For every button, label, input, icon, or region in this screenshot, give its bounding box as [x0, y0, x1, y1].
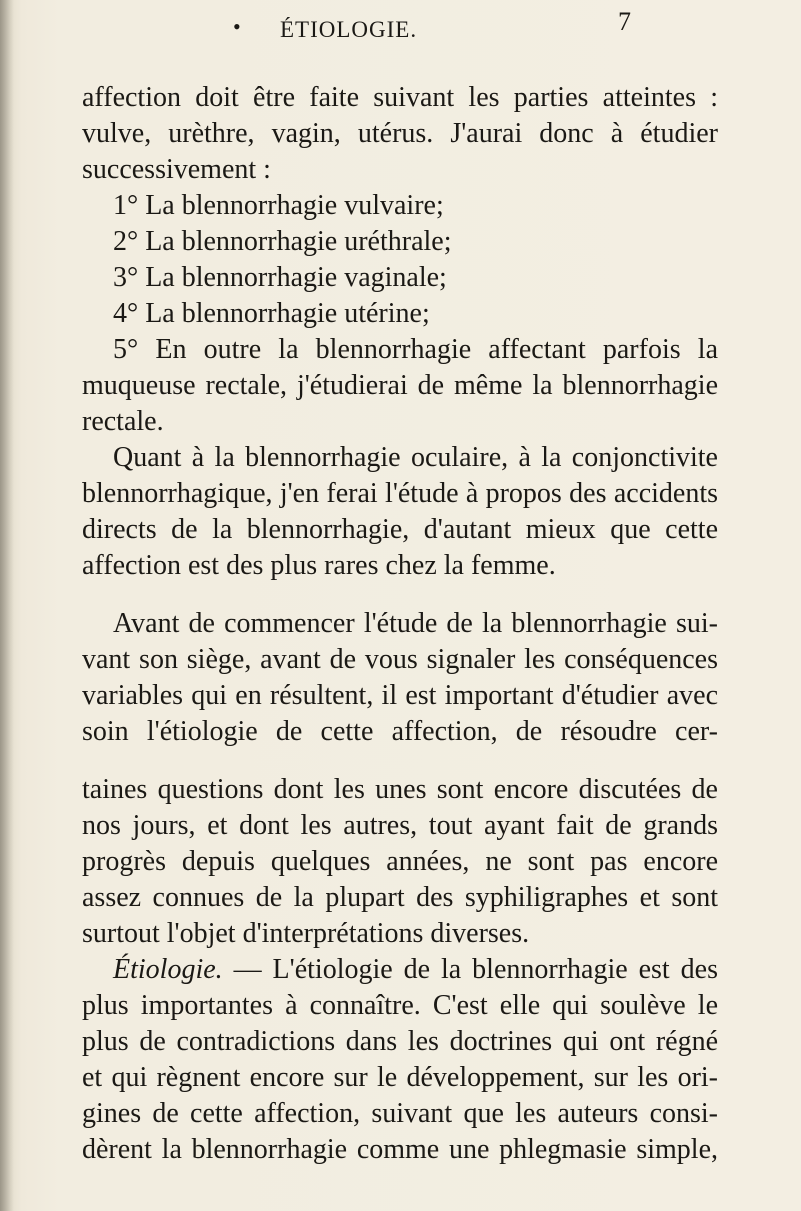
list-item: 5° En outre la blennorrhagie affectant parfois la — [113, 334, 718, 365]
text-line: assez connues de la plupart des syphiligraphes et sont — [82, 882, 718, 913]
list-item: 2° La blennorrhagie uréthrale; — [113, 226, 452, 257]
text-line: surtout l'objet d'interprétations diverses. — [82, 918, 530, 949]
page-number: 7 — [618, 7, 631, 36]
text-line: successivement : — [82, 154, 271, 185]
text-line: muqueuse rectale, j'étudierai de même la blennorrhagie — [82, 370, 718, 401]
running-header — [0, 0, 801, 60]
text-line: progrès depuis quelques années, ne sont pas encore — [82, 846, 718, 877]
text-span: — L'étiologie de la blennorrhagie est des — [222, 954, 718, 985]
text-line: affection est des plus rares chez la femme. — [82, 550, 556, 581]
header-bullet: • — [233, 14, 241, 39]
text-line — [113, 952, 718, 988]
text-line: vulve, urèthre, vagin, utérus. J'aurai donc à étudier — [82, 118, 718, 149]
text-line: directs de la blennorrhagie, d'autant mieux que cette — [82, 514, 718, 545]
text-line: nos jours, et dont les autres, tout ayant fait de grands — [82, 810, 718, 841]
text-line: soin l'étiologie de cette affection, de résoudre cer- — [82, 716, 718, 747]
running-title: ÉTIOLOGIE. — [280, 17, 418, 42]
text-line: taines questions dont les unes sont encore discutées de — [82, 774, 718, 805]
section-heading: Étiologie. — [113, 954, 223, 985]
list-item: 4° La blennorrhagie utérine; — [113, 298, 430, 329]
text-line: rectale. — [82, 406, 164, 437]
text-line: gines de cette affection, suivant que les auteurs consi- — [82, 1098, 718, 1129]
text-line: variables qui en résultent, il est important d'étudier avec — [82, 680, 718, 711]
list-item: 1° La blennorrhagie vulvaire; — [113, 190, 444, 221]
text-line: affection doit être faite suivant les parties atteintes : — [82, 82, 718, 113]
text-line: plus importantes à connaître. C'est elle qui soulève le — [82, 990, 718, 1021]
text-line: dèrent la blennorrhagie comme une phlegmasie simple, — [82, 1134, 718, 1165]
text-line: plus de contradictions dans les doctrines qui ont régné — [82, 1026, 718, 1057]
text-line: Avant de commencer l'étude de la blennorrhagie sui- — [113, 608, 718, 639]
text-line: et qui règnent encore sur le développement, sur les ori- — [82, 1062, 718, 1093]
text-line: vant son siège, avant de vous signaler les conséquences — [82, 644, 718, 675]
list-item: 3° La blennorrhagie vaginale; — [113, 262, 447, 293]
spine-shadow — [0, 0, 14, 1211]
text-line: Quant à la blennorrhagie oculaire, à la conjonctivite — [113, 442, 718, 473]
text-line: blennorrhagique, j'en ferai l'étude à propos des accidents — [82, 478, 718, 509]
